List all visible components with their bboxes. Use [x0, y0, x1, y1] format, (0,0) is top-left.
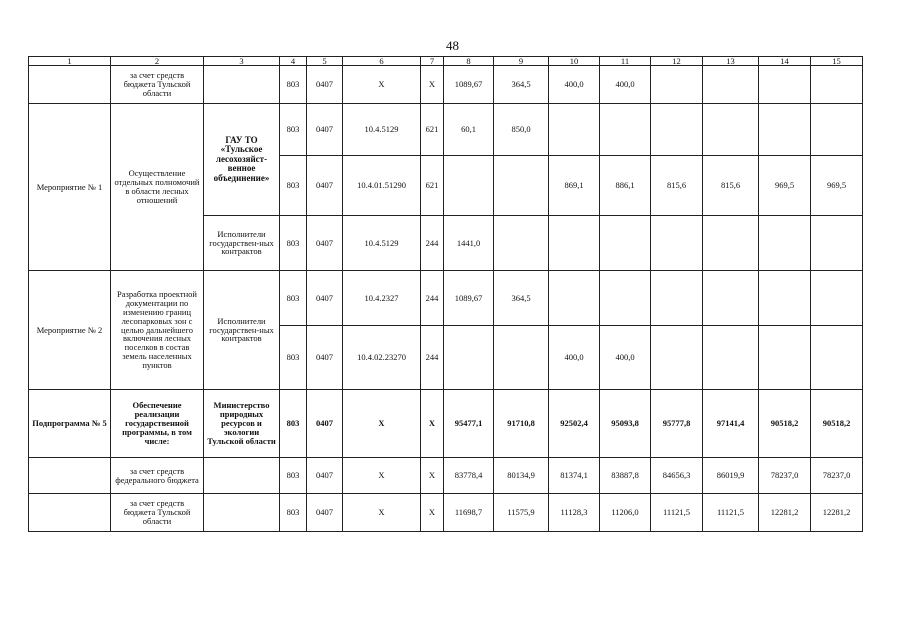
executor-cell: ГАУ ТО «Тульское лесохозяйст-венное объединение»: [204, 104, 280, 216]
table-cell: 10.4.5129: [343, 216, 421, 271]
table-cell: [444, 326, 494, 390]
table-cell: [494, 156, 549, 216]
table-row: [29, 66, 863, 104]
budget-table: [28, 56, 863, 532]
table-cell: 621: [421, 104, 444, 156]
table-cell: 0407: [307, 458, 343, 494]
table-cell: [600, 271, 651, 326]
subprogram-name-cell: Подпрограмма № 5: [29, 390, 111, 458]
header-cell: 7: [421, 57, 444, 66]
table-cell: [811, 326, 863, 390]
table-cell: [759, 271, 811, 326]
table-cell: 0407: [307, 66, 343, 104]
table-cell: [204, 494, 280, 532]
table-cell: 1441,0: [444, 216, 494, 271]
header-cell: 10: [549, 57, 600, 66]
table-cell: 400,0: [549, 66, 600, 104]
table-cell: [600, 104, 651, 156]
table-cell: Х: [343, 494, 421, 532]
table-cell: 244: [421, 271, 444, 326]
table-cell: 244: [421, 326, 444, 390]
table-cell: [703, 326, 759, 390]
table-cell: [811, 271, 863, 326]
table-cell: 803: [280, 271, 307, 326]
table-cell: 364,5: [494, 66, 549, 104]
table-cell: 78237,0: [811, 458, 863, 494]
table-row: [29, 390, 863, 458]
table-row: [29, 271, 863, 326]
table-cell: 0407: [307, 156, 343, 216]
table-cell: [444, 156, 494, 216]
table-cell: 803: [280, 494, 307, 532]
table-cell: 621: [421, 156, 444, 216]
table-cell: 0407: [307, 390, 343, 458]
table-cell: [759, 104, 811, 156]
table-cell: 10.4.5129: [343, 104, 421, 156]
executor-cell: Исполнители государствен-ных контрактов: [204, 271, 280, 390]
table-cell: 84656,3: [651, 458, 703, 494]
table-cell: [494, 216, 549, 271]
table-cell: 1089,67: [444, 66, 494, 104]
activity-name-cell: Мероприятие № 1: [29, 104, 111, 271]
table-cell: 400,0: [549, 326, 600, 390]
table-cell: 803: [280, 326, 307, 390]
table-cell: 0407: [307, 494, 343, 532]
table-cell: 815,6: [703, 156, 759, 216]
table-cell: 803: [280, 104, 307, 156]
table-cell: [811, 216, 863, 271]
table-cell: 11206,0: [600, 494, 651, 532]
table-cell: Х: [421, 66, 444, 104]
table-cell: [651, 104, 703, 156]
table-cell: 969,5: [811, 156, 863, 216]
table-cell: [29, 494, 111, 532]
table-cell: 886,1: [600, 156, 651, 216]
executor-cell: Министерство природных ресурсов и экологии Тульской области: [204, 390, 280, 458]
table-row: [29, 458, 863, 494]
column-number-row: [29, 57, 863, 66]
table-cell: 92502,4: [549, 390, 600, 458]
activity-description-cell: Разработка проектной документации по изменению границ лесопарковых зон с целью дальнейшего включения лесных поселков в состав земель населенных пунктов: [111, 271, 204, 390]
table-cell: 400,0: [600, 326, 651, 390]
table-cell: [811, 104, 863, 156]
table-cell: [759, 66, 811, 104]
table-cell: 97141,4: [703, 390, 759, 458]
header-cell: 15: [811, 57, 863, 66]
header-cell: 2: [111, 57, 204, 66]
table-cell: 11121,5: [703, 494, 759, 532]
table-cell: 95777,8: [651, 390, 703, 458]
table-cell: [549, 104, 600, 156]
header-cell: 1: [29, 57, 111, 66]
header-cell: 9: [494, 57, 549, 66]
header-cell: 12: [651, 57, 703, 66]
executor-cell: Исполнители государствен-ных контрактов: [204, 216, 280, 271]
table-cell: 11575,9: [494, 494, 549, 532]
table-cell: 0407: [307, 271, 343, 326]
table-cell: [204, 458, 280, 494]
table-cell: [549, 216, 600, 271]
table-cell: 86019,9: [703, 458, 759, 494]
table-cell: 12281,2: [811, 494, 863, 532]
table-cell: 803: [280, 216, 307, 271]
table-cell: [204, 66, 280, 104]
table-cell: 11698,7: [444, 494, 494, 532]
table-cell: 78237,0: [759, 458, 811, 494]
table-cell: Х: [343, 66, 421, 104]
table-cell: Х: [421, 458, 444, 494]
table-cell: [600, 216, 651, 271]
header-cell: 4: [280, 57, 307, 66]
table-cell: 0407: [307, 326, 343, 390]
header-cell: 14: [759, 57, 811, 66]
table-cell: 815,6: [651, 156, 703, 216]
table-cell: 850,0: [494, 104, 549, 156]
page-number: 48: [446, 38, 459, 53]
table-cell: 364,5: [494, 271, 549, 326]
table-cell: [494, 326, 549, 390]
header-cell: 13: [703, 57, 759, 66]
table-cell: 90518,2: [759, 390, 811, 458]
table-cell: [651, 271, 703, 326]
header-cell: 5: [307, 57, 343, 66]
table-cell: [549, 271, 600, 326]
table-cell: Х: [421, 390, 444, 458]
table-cell: 803: [280, 458, 307, 494]
table-cell: Х: [343, 458, 421, 494]
table-cell: 95093,8: [600, 390, 651, 458]
table-cell: Х: [421, 494, 444, 532]
table-cell: 400,0: [600, 66, 651, 104]
table-cell: [811, 66, 863, 104]
table-cell: [703, 104, 759, 156]
table-cell: [29, 458, 111, 494]
table-cell: 11121,5: [651, 494, 703, 532]
funding-source-cell: за счет средств бюджета Тульской области: [111, 66, 204, 104]
table-row: [29, 104, 863, 156]
activity-description-cell: Осуществление отдельных полномочий в области лесных отношений: [111, 104, 204, 271]
table-cell: 95477,1: [444, 390, 494, 458]
table-cell: [703, 271, 759, 326]
table-cell: [703, 216, 759, 271]
table-cell: 1089,67: [444, 271, 494, 326]
table-cell: 0407: [307, 216, 343, 271]
table-cell: 60,1: [444, 104, 494, 156]
header-cell: 11: [600, 57, 651, 66]
header-cell: 6: [343, 57, 421, 66]
table-cell: [651, 326, 703, 390]
table-cell: 12281,2: [759, 494, 811, 532]
table-cell: 11128,3: [549, 494, 600, 532]
table-cell: 83887,8: [600, 458, 651, 494]
table-cell: [703, 66, 759, 104]
table-cell: Х: [343, 390, 421, 458]
table-row: [29, 494, 863, 532]
table-cell: 969,5: [759, 156, 811, 216]
table-cell: 90518,2: [811, 390, 863, 458]
table-cell: 869,1: [549, 156, 600, 216]
table-cell: 83778,4: [444, 458, 494, 494]
table-cell: [651, 66, 703, 104]
header-cell: 8: [444, 57, 494, 66]
activity-name-cell: Мероприятие № 2: [29, 271, 111, 390]
table-cell: 91710,8: [494, 390, 549, 458]
funding-source-cell: за счет средств федерального бюджета: [111, 458, 204, 494]
table-cell: 803: [280, 156, 307, 216]
table-cell: 10.4.01.51290: [343, 156, 421, 216]
table-cell: [759, 326, 811, 390]
table-cell: [759, 216, 811, 271]
table-cell: 244: [421, 216, 444, 271]
header-cell: 3: [204, 57, 280, 66]
subprogram-description-cell: Обеспечение реализации государственной программы, в том числе:: [111, 390, 204, 458]
table-cell: 10.4.02.23270: [343, 326, 421, 390]
table-cell: 81374,1: [549, 458, 600, 494]
table-cell: 803: [280, 390, 307, 458]
table-cell: 80134,9: [494, 458, 549, 494]
table-cell: [651, 216, 703, 271]
funding-source-cell: за счет средств бюджета Тульской области: [111, 494, 204, 532]
table-cell: 10.4.2327: [343, 271, 421, 326]
table-cell: 0407: [307, 104, 343, 156]
table-cell: 803: [280, 66, 307, 104]
table-cell: [29, 66, 111, 104]
